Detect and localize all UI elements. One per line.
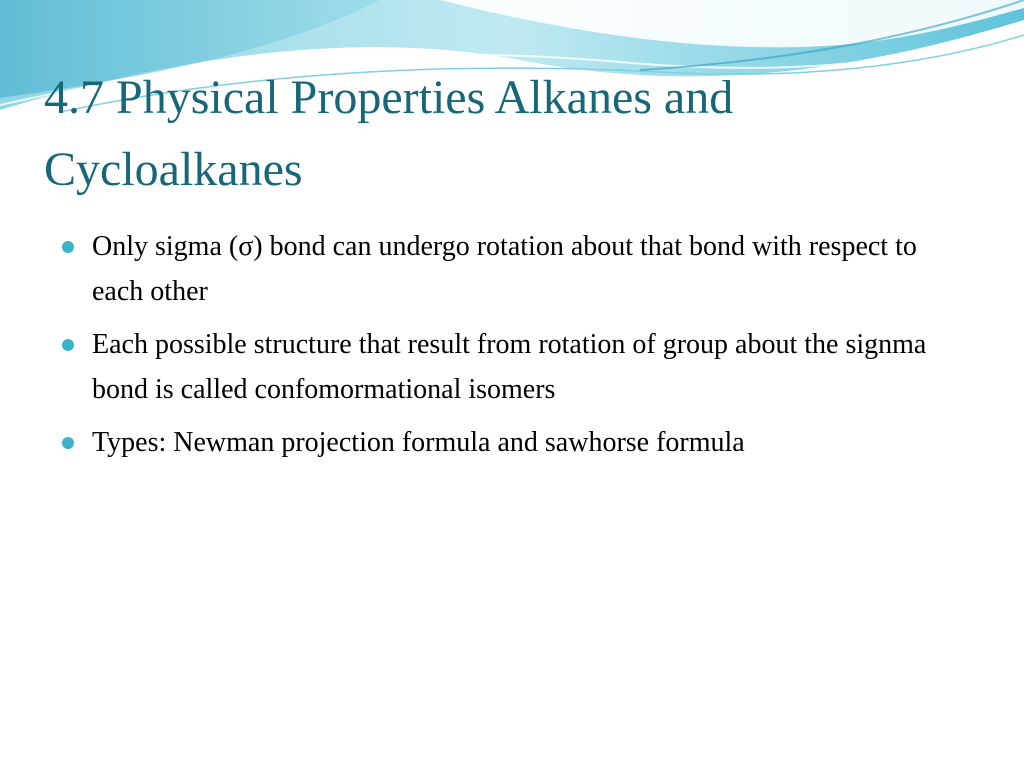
bullet-item [60, 322, 960, 412]
bullet-item [60, 420, 960, 465]
slide-title: 4.7 Physical Properties Alkanes and Cycloalkanes [44, 71, 734, 196]
bullet-dot-icon [62, 339, 74, 351]
bullet-list [60, 224, 960, 473]
bullet-item [60, 224, 960, 314]
bullet-text: Each possible structure that result from rotation of group about the signma bond is called confomormational isomers [92, 329, 927, 405]
bullet-dot-icon [62, 437, 74, 449]
bullet-text: Types: Newman projection formula and sawhorse formula [92, 427, 745, 458]
bullet-dot-icon [62, 241, 74, 253]
bullet-text: Only sigma (σ) bond can undergo rotation about that bond with respect to each other [92, 231, 917, 307]
